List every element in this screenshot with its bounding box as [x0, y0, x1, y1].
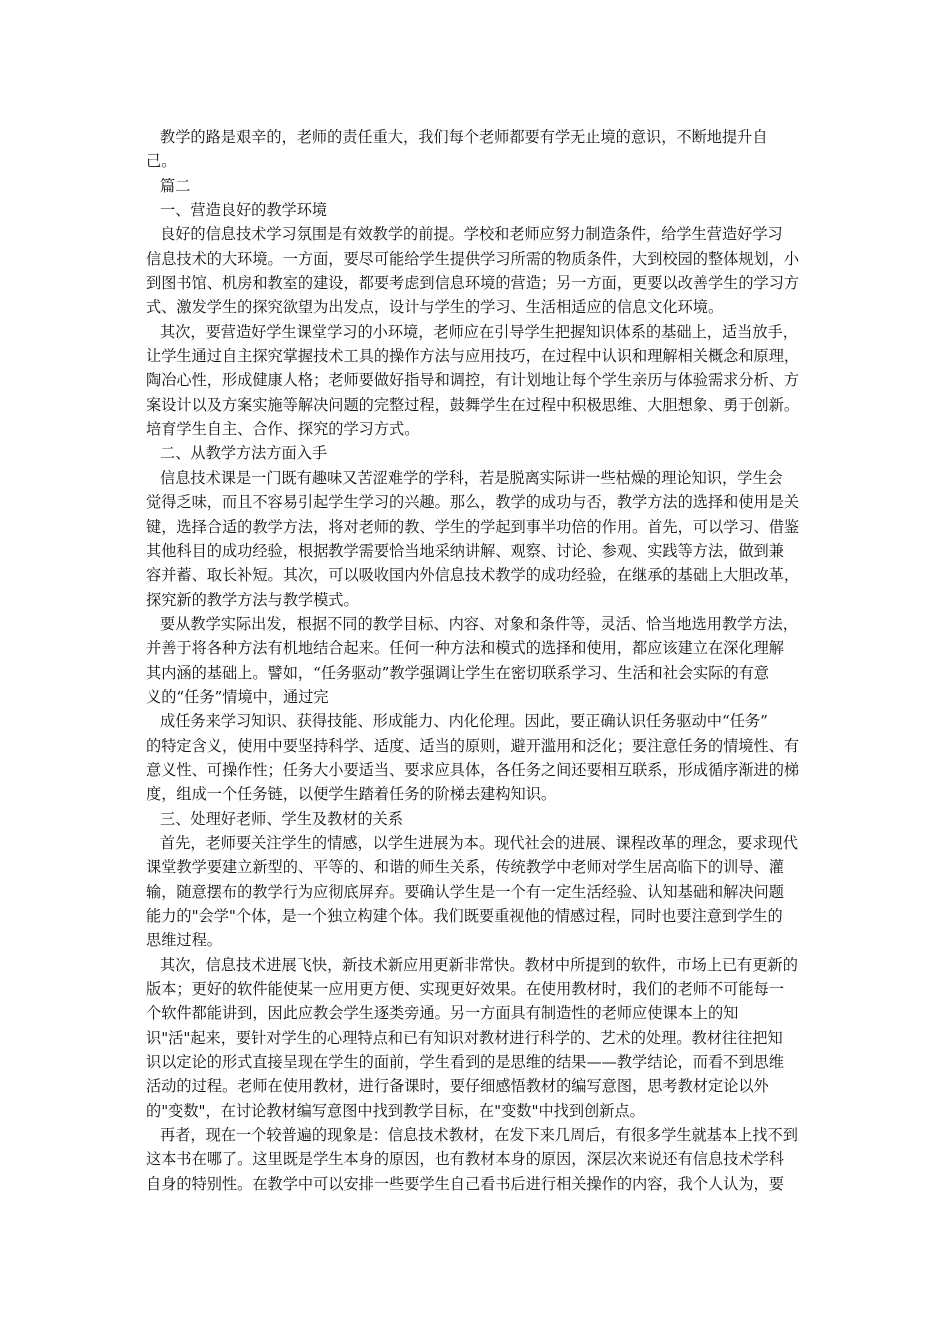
text-line: 自身的特别性。在教学中可以安排一些要学生自己看书后进行相关操作的内容，我个人认为，要: [146, 1174, 784, 1193]
text-line: 首先，老师要关注学生的情感，以学生进展为本。现代社会的进展、课程改革的理念，要求现代: [160, 833, 798, 852]
text-line: 三、处理好老师、学生及教材的关系: [160, 809, 403, 828]
text-line: 识"活"起来，要针对学生的心理特点和已有知识对教材进行科学的、艺术的处理。教材往往把知: [146, 1028, 783, 1047]
text-line: 并善于将各种方法有机地结合起来。任何一种方法和模式的选择和使用，都应该建立在深化理解: [146, 639, 784, 658]
text-line: 的"变数"，在讨论教材编写意图中找到教学目标，在"变数"中找到创新点。: [146, 1101, 645, 1120]
text-line: 觉得乏味，而且不容易引起学生学习的兴趣。那么，教学的成功与否，教学方法的选择和使用是关: [146, 493, 800, 512]
text-line: 度，组成一个任务链，以便学生踏着任务的阶梯去建构知识。: [146, 785, 557, 804]
text-line: 式、激发学生的探究欲望为出发点，设计与学生的学习、生活相适应的信息文化环境。: [146, 298, 724, 317]
text-line: 这本书在哪了。这里既是学生本身的原因，也有教材本身的原因，深层次来说还有信息技术学科: [146, 1150, 784, 1169]
text-line: 让学生通过自主探究掌握技术工具的操作方法与应用技巧，在过程中认识和理解相关概念和原理，: [146, 347, 800, 366]
text-line: 成任务来学习知识、获得技能、形成能力、内化伦理。因此，要正确认识任务驱动中“任务”: [160, 712, 768, 731]
text-line: 己。: [146, 152, 177, 171]
text-line: 课堂教学要建立新型的、平等的、和谐的师生关系，传统教学中老师对学生居高临下的训导、灌: [146, 858, 784, 877]
text-line: 二、从教学方法方面入手: [160, 444, 328, 463]
text-line: 篇二: [160, 176, 191, 195]
text-line: 个软件都能讲到，因此应教会学生逐类旁通。另一方面具有制造性的老师应使课本上的知: [146, 1004, 739, 1023]
text-line: 版本；更好的软件能使某一应用更方便、实现更好效果。在使用教材时，我们的老师不可能每一: [146, 980, 784, 999]
document-body: [146, 125, 818, 1196]
text-line: 信息技术课是一门既有趣味又苦涩难学的学科，若是脱离实际讲一些枯燥的理论知识，学生会: [160, 468, 783, 487]
text-line: 键，选择合适的教学方法，将对老师的教、学生的学起到事半功倍的作用。首先，可以学习、借鉴: [146, 517, 800, 536]
text-line: 思维过程。: [146, 931, 222, 950]
text-line: 教学的路是艰辛的，老师的责任重大，我们每个老师都要有学无止境的意识，不断地提升自: [160, 128, 768, 146]
text-line: 义的“任务”情境中，通过完: [146, 687, 329, 706]
text-line: 探究新的教学方法与教学模式。: [146, 590, 359, 609]
text-line: 陶冶心性，形成健康人格；老师要做好指导和调控，有计划地让每个学生亲历与体验需求分析、方: [146, 371, 800, 390]
text-line: 到图书馆、机房和教室的建设，都要考虑到信息环境的营造；另一方面，更要以改善学生的学习方: [146, 274, 800, 293]
text-line: 良好的信息技术学习氛围是有效教学的前提。学校和老师应努力制造条件，给学生营造好学习: [160, 225, 783, 244]
text-line: 意义性、可操作性；任务大小要适当、要求应具体，各任务之间还要相互联系，形成循序渐进的梯: [146, 760, 800, 779]
text-line: 其次，要营造好学生课堂学习的小环境，老师应在引导学生把握知识体系的基础上，适当放手，: [160, 322, 798, 341]
text-line: 其内涵的基础上。譬如，“任务驱动”教学强调让学生在密切联系学习、生活和社会实际的有意: [146, 663, 770, 682]
text-line: 培育学生自主、合作、探究的学习方式。: [146, 420, 420, 439]
text-line: 要从教学实际出发，根据不同的教学目标、内容、对象和条件等，灵活、恰当地选用教学方法，: [160, 614, 798, 633]
text-line: 的特定含义，使用中要坚持科学、适度、适当的原则，避开滥用和泛化；要注意任务的情境性、有: [146, 736, 800, 755]
text-line: 案设计以及方案实施等解决问题的完整过程，鼓舞学生在过程中积极思维、大胆想象、勇于创新。: [146, 395, 800, 414]
text-line: 能力的"会学"个体，是一个独立构建个体。我们既要重视他的情感过程，同时也要注意到学生的: [146, 907, 783, 925]
text-line: 信息技术的大环境。一方面，要尽可能给学生提供学习所需的物质条件，大到校园的整体规划，小: [146, 249, 800, 268]
text-line: 其次，信息技术进展飞快，新技术新应用更新非常快。教材中所提到的软件，市场上已有更新的: [160, 955, 798, 974]
text-line: 其他科目的成功经验，根据教学需要恰当地采纳讲解、观察、讨论、参观、实践等方法，做到兼: [146, 541, 784, 560]
text-line: 输，随意摆布的教学行为应彻底屏弃。要确认学生是一个有一定生活经验、认知基础和解决问题: [146, 882, 784, 901]
text-line: 容并蓄、取长补短。其次，可以吸收国内外信息技术教学的成功经验，在继承的基础上大胆改革，: [146, 566, 800, 585]
text-line: 再者，现在一个较普遍的现象是：信息技术教材，在发下来几周后，有很多学生就基本上找不到: [160, 1126, 798, 1145]
text-line: 一、营造良好的教学环境: [160, 201, 328, 220]
text-line: 识以定论的形式直接呈现在学生的面前，学生看到的是思维的结果——教学结论，而看不到思维: [146, 1053, 784, 1072]
text-line: 活动的过程。老师在使用教材，进行备课时，要仔细感悟教材的编写意图，思考教材定论以外: [146, 1077, 769, 1096]
